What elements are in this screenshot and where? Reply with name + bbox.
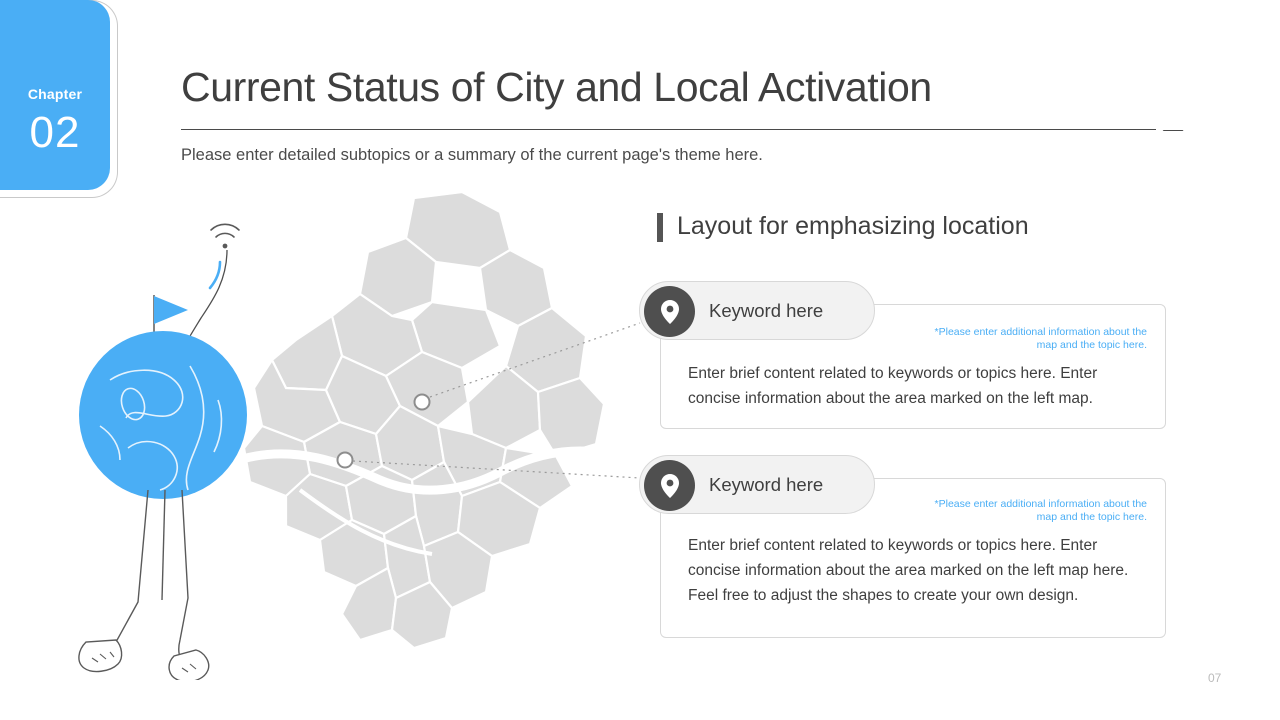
- section-heading: Layout for emphasizing location: [677, 212, 1029, 240]
- keyword-label-1: Keyword here: [709, 300, 824, 321]
- info-body-2: Enter brief content related to keywords or topics here. Enter concise information about the area marked on the left map here. Feel free to adjust the shapes to create your own design.: [688, 537, 1129, 604]
- chapter-label: Chapter: [27, 86, 83, 102]
- page-title: Current Status of City and Local Activation: [181, 64, 932, 110]
- keyword-pill-1[interactable]: [639, 281, 875, 340]
- keyword-label-2: Keyword here: [709, 474, 824, 495]
- info-body-1: Enter brief content related to keywords or topics here. Enter concise information about the area marked on the left map.: [688, 365, 1098, 407]
- page-subtitle: Please enter detailed subtopics or a summary of the current page's theme here.: [181, 146, 763, 164]
- info-note-2: *Please enter additional information about the map and the topic here.: [934, 498, 1147, 523]
- title-divider: [181, 129, 1156, 130]
- info-note-1: *Please enter additional information about the map and the topic here.: [934, 326, 1147, 351]
- map-marker-1: [415, 395, 430, 410]
- keyword-pill-2[interactable]: [639, 455, 875, 514]
- page-number: 07: [1208, 671, 1222, 685]
- location-pin-icon: [644, 460, 695, 511]
- map-marker-2: [338, 453, 353, 468]
- city-map: [200, 190, 650, 650]
- chapter-badge: [0, 0, 110, 190]
- location-pin-icon: [644, 286, 695, 337]
- section-heading-bar: [657, 213, 663, 242]
- chapter-number: 02: [29, 108, 81, 157]
